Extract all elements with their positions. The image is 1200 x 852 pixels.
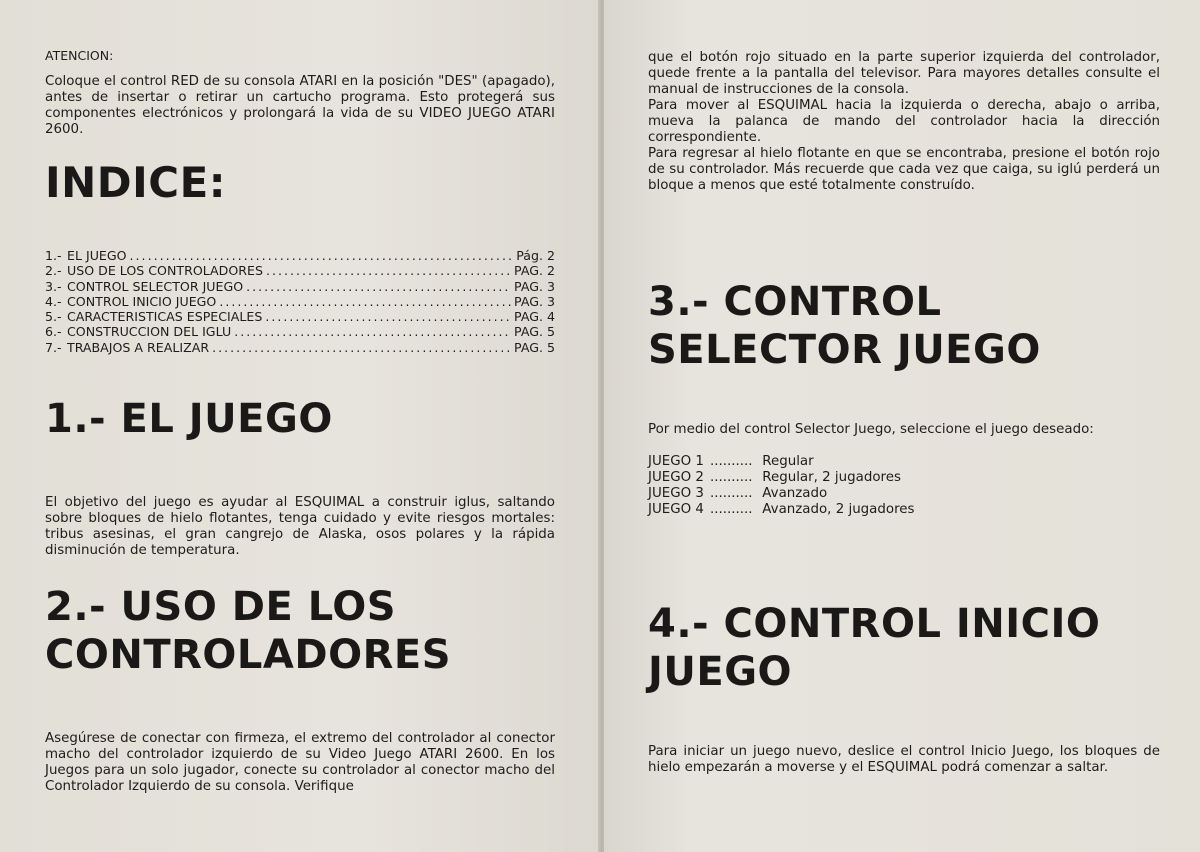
section-4-title-line1: 4.- CONTROL INICIO: [648, 601, 1101, 647]
index-list: [45, 248, 555, 355]
section-3-title-line2: SELECTOR JUEGO: [648, 327, 1041, 373]
continued-text-3: Para regresar al hielo flotante en que se encontraba, presione el botón rojo de su controlador. Más recuerde que cada vez que caiga, su iglú perderá un bloque a menos que esté totalmente construído.: [648, 146, 1160, 193]
section-1-text: El objetivo del juego es ayudar al ESQUIMAL a construir iglus, saltando sobre bloques de hielo flotantes, tenga cuidado y evite riesgos mortales: tribus asesinas, el gran cangrejo de Alaska, osos polares y la rápida disminución de temperatura.: [45, 495, 555, 559]
continued-text-2: Para mover al ESQUIMAL hacia la izquierda o derecha, abajo o arriba, mueva la palanca de mando del controlador hacia la dirección correspondiente.: [648, 98, 1160, 145]
game-item: JUEGO 2..... Regular, 2 jugadores: [648, 470, 1160, 486]
section-4-title-line2: JUEGO: [648, 649, 793, 695]
index-title: INDICE:: [45, 158, 227, 207]
game-item: JUEGO 3..... Avanzado: [648, 486, 1160, 502]
section-4-text: Para iniciar un juego nuevo, deslice el control Inicio Juego, los bloques de hielo empezarán a moverse y el ESQUIMAL podrá comenzar a saltar.: [648, 744, 1160, 775]
index-item: 6.- CONSTRUCCION DEL IGLU . . . PAG. 5: [45, 324, 555, 339]
game-item: JUEGO 4..... Avanzado, 2 jugadores: [648, 502, 1160, 518]
attention-text: Coloque el control RED de su consola ATARI en la posición "DES" (apagado), antes de insertar o retirar un cartucho programa. Esto protegerá sus componentes electrónicos y prolongará la vida de su VIDEO JUEGO ATARI 2600.: [45, 74, 555, 137]
section-2-text: Asegúrese de conectar con firmeza, el extremo del controlador al conector macho del controlador izquierdo de su Video Juego ATARI 2600. En los Juegos para un solo jugador, conecte su controlador al conector macho del Controlador Izquierdo de su consola. Verifique: [45, 731, 555, 795]
section-4-title: [648, 600, 1160, 696]
index-item: 2.- USO DE LOS CONTROLADORES . . . PAG. 2: [45, 263, 555, 278]
index-item: 5.- CARACTERISTICAS ESPECIALES . . . PAG. 4: [45, 309, 555, 324]
section-2-title-line1: 2.- USO DE LOS: [45, 584, 397, 631]
continued-text-1: que el botón rojo situado en la parte superior izquierda del controlador, quede frente a la pantalla del televisor. Para mayores detalles consulte el manual de instrucciones de la consola.: [648, 50, 1160, 97]
index-item: 3.- CONTROL SELECTOR JUEGO . . . PAG. 3: [45, 279, 555, 294]
games-list: [648, 454, 1160, 518]
game-item: JUEGO 1..... Regular: [648, 454, 1160, 470]
right-page: [604, 0, 1200, 852]
attention-label: ATENCION:: [45, 48, 114, 63]
section-1-title: 1.- EL JUEGO: [45, 396, 333, 443]
section-2-title-line2: CONTROLADORES: [45, 632, 452, 679]
section-3-text: Por medio del control Selector Juego, seleccione el juego deseado:: [648, 422, 1094, 437]
section-3-title: [648, 278, 1160, 374]
section-2-title: [45, 583, 555, 679]
index-item: 1.- EL JUEGO . . . Pág. 2: [45, 248, 555, 263]
section-3-title-line1: 3.- CONTROL: [648, 279, 942, 325]
index-item: 7.- TRABAJOS A REALIZAR . . . PAG. 5: [45, 340, 555, 355]
index-item: 4.- CONTROL INICIO JUEGO . . . PAG. 3: [45, 294, 555, 309]
